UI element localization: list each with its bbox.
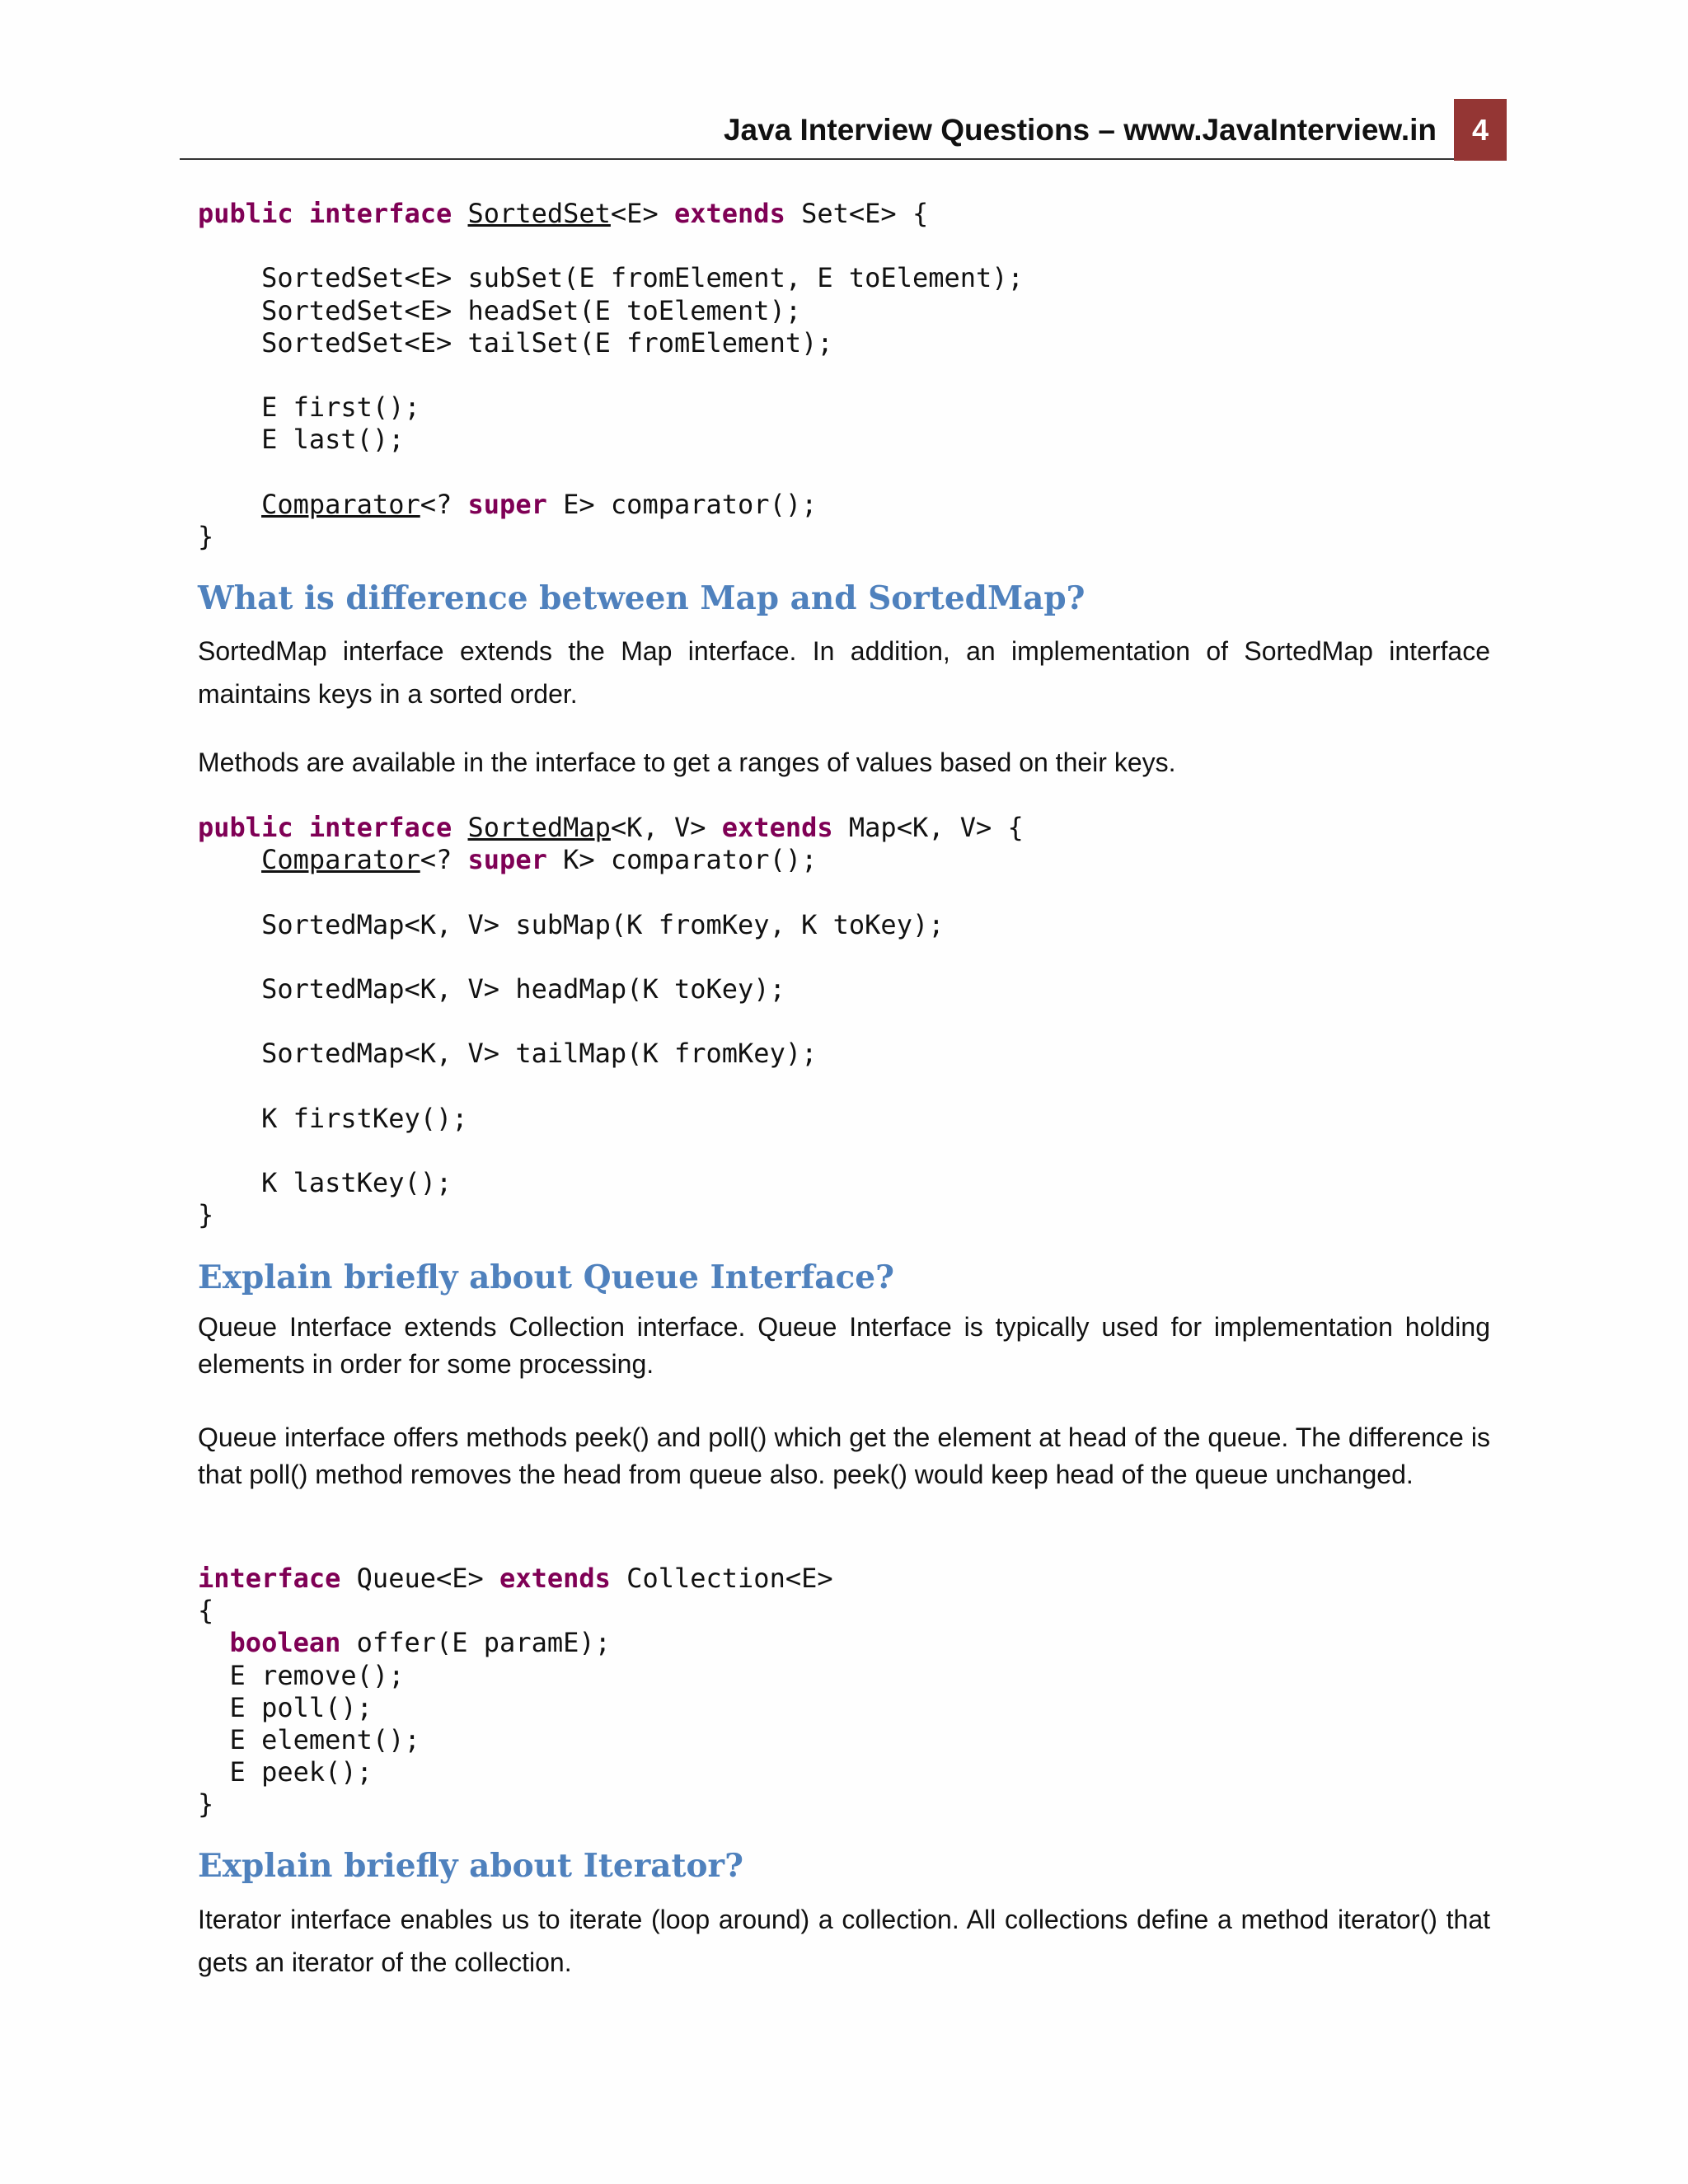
code-keyword: extends — [673, 198, 785, 229]
header-divider — [180, 158, 1454, 160]
code-line — [198, 1756, 373, 1788]
code-text: Queue<E> — [340, 1563, 500, 1594]
code-line — [198, 844, 817, 875]
code-text: Set<E> { — [785, 198, 929, 229]
code-text — [198, 489, 261, 520]
header-title: Java Interview Questions – www.JavaInterview.in — [723, 113, 1437, 147]
queue-paragraph-2: Queue interface offers methods peek() and poll() which get the element at head of the queue. The difference is that poll() method removes the head from queue also. peek() would keep head of the queue unchanged. — [198, 1422, 1490, 1489]
sortedmap-paragraph-1: SortedMap interface extends the Map interface. In addition, an implementation of SortedMap interface maintains keys in a sorted order. — [198, 636, 1490, 709]
code-text: <E> — [610, 198, 674, 229]
code-text: SortedMap<K, V> tailMap(K fromKey); — [198, 1038, 818, 1070]
code-text: SortedSet<E> headSet(E toElement); — [198, 294, 802, 326]
queue-code-block — [198, 1563, 833, 1821]
sortedmap-code-block — [198, 812, 1024, 1232]
code-line — [198, 1595, 213, 1626]
code-line — [198, 1038, 817, 1069]
iterator-paragraph-1: Iterator interface enables us to iterate (loop around) a collection. All collections define a method iterator() that gets an iterator of the collection. — [198, 1905, 1490, 1977]
code-text: E> comparator(); — [546, 488, 818, 520]
code-text — [452, 812, 467, 843]
code-line — [198, 295, 801, 326]
code-text: K firstKey(); — [198, 1102, 468, 1134]
code-keyword: super — [467, 488, 547, 520]
code-line — [198, 1692, 373, 1723]
code-line — [198, 521, 213, 552]
code-text: E poll(); — [198, 1691, 373, 1723]
code-text: <? — [420, 844, 468, 876]
code-line — [198, 1788, 213, 1820]
code-text: } — [198, 521, 214, 553]
code-text — [293, 812, 309, 843]
code-keyword: super — [467, 844, 547, 876]
code-text: <K, V> — [610, 812, 722, 843]
code-text: <? — [420, 488, 468, 520]
code-text: E last(); — [198, 424, 405, 456]
code-text: } — [198, 1788, 214, 1821]
code-line — [198, 1167, 452, 1198]
code-text: E element(); — [198, 1724, 420, 1756]
code-keyword: interface — [308, 812, 452, 843]
code-line — [198, 1724, 420, 1755]
code-text: SortedSet<E> tailSet(E fromElement); — [198, 326, 833, 359]
code-line — [198, 1199, 213, 1230]
code-keyword: extends — [499, 1563, 611, 1594]
code-line — [198, 327, 833, 359]
code-text — [198, 1627, 230, 1658]
code-line — [198, 424, 404, 455]
queue-paragraph-1: Queue Interface extends Collection interface. Queue Interface is typically used for implementation holding elements in order for some processing. — [198, 1312, 1490, 1379]
code-text: E peek(); — [198, 1756, 373, 1788]
code-line — [198, 198, 928, 229]
code-text: Map<K, V> { — [832, 812, 1024, 843]
sortedmap-heading: What is difference between Map and SortedMap? — [198, 579, 1085, 617]
code-line — [198, 1563, 833, 1594]
code-line — [198, 1660, 404, 1691]
code-line — [198, 1103, 468, 1134]
code-text — [452, 198, 467, 229]
sortedmap-paragraph-2: Methods are available in the interface to get a ranges of values based on their keys. — [198, 748, 1176, 777]
code-keyword: extends — [721, 812, 833, 843]
code-text: Collection<E> — [610, 1563, 833, 1594]
code-type-name: SortedSet — [467, 198, 611, 229]
code-line — [198, 262, 1024, 293]
code-keyword: interface — [308, 198, 452, 229]
code-text: SortedSet<E> subSet(E fromElement, E toElement); — [198, 262, 1024, 294]
code-text: } — [198, 1199, 214, 1231]
code-text: E remove(); — [198, 1659, 405, 1691]
code-text: K lastKey(); — [198, 1167, 452, 1199]
page-number-badge: 4 — [1454, 99, 1507, 161]
code-text — [198, 844, 261, 875]
code-type-name: Comparator — [261, 844, 420, 876]
code-text: SortedMap<K, V> headMap(K toKey); — [198, 973, 785, 1005]
code-text: K> comparator(); — [546, 844, 818, 876]
code-text — [293, 198, 309, 229]
code-type-name: Comparator — [261, 488, 420, 520]
queue-heading: Explain briefly about Queue Interface? — [198, 1258, 894, 1296]
code-line — [198, 812, 1024, 843]
code-keyword: interface — [198, 1563, 341, 1594]
code-keyword: boolean — [229, 1627, 341, 1659]
code-text: { — [198, 1595, 214, 1627]
code-line — [198, 909, 944, 940]
code-line — [198, 489, 817, 520]
iterator-heading: Explain briefly about Iterator? — [198, 1847, 743, 1885]
code-keyword: public — [198, 198, 293, 229]
code-keyword: public — [198, 812, 293, 843]
code-line — [198, 973, 785, 1005]
code-type-name: SortedMap — [467, 812, 611, 843]
code-text: E first(); — [198, 391, 420, 424]
sortedset-code-block — [198, 198, 1024, 553]
code-line — [198, 1627, 611, 1658]
code-line — [198, 391, 420, 423]
code-text: SortedMap<K, V> subMap(K fromKey, K toKey); — [198, 908, 945, 940]
code-text: offer(E paramE); — [340, 1627, 611, 1659]
